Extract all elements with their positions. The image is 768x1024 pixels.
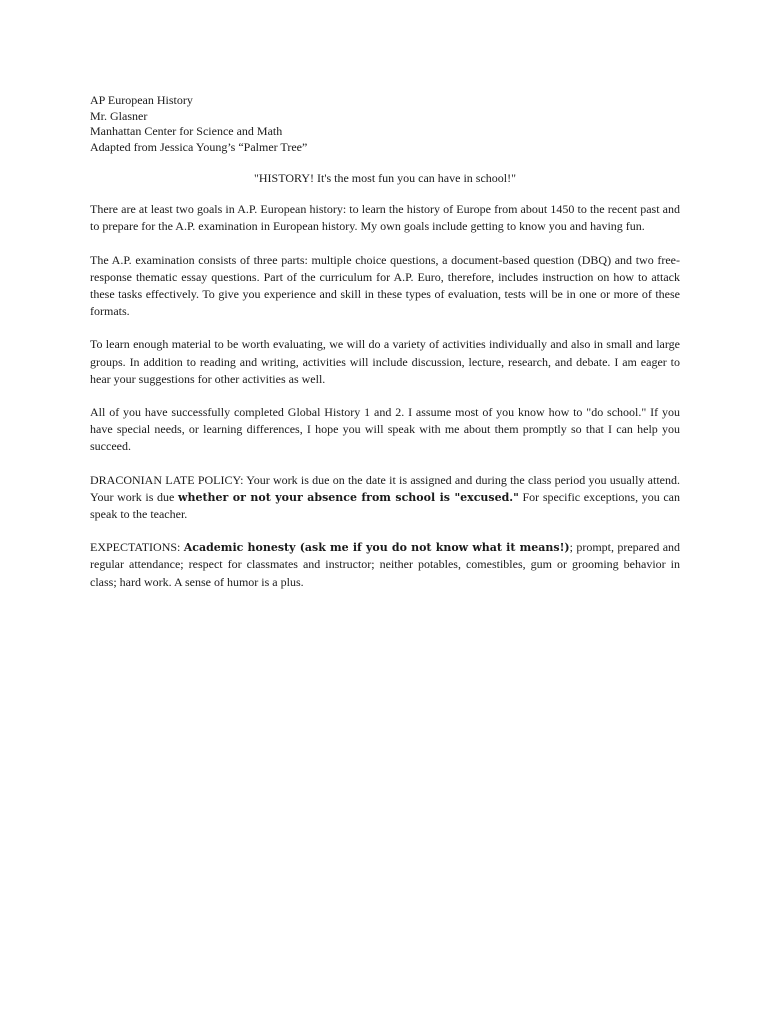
- late-policy-lead: DRACONIAN LATE POLICY: Your work is due on the date it is assigned and during the class period you usually attend. Your work is due: [90, 472, 680, 504]
- document-body: [90, 93, 680, 607]
- late-policy-emphasis: whether or not your absence from school is "excused.": [178, 490, 519, 504]
- expectations-paragraph: [90, 539, 680, 591]
- expectations-emphasis: Academic honesty (ask me if you do not know what it means!): [183, 541, 570, 555]
- goals-paragraph: There are at least two goals in A.P. European history: to learn the history of Europe from about 1450 to the recent past and to prepare for the A.P. examination in European history. My own goals include getting to know you and having fun.: [90, 202, 680, 234]
- exam-paragraph: The A.P. examination consists of three parts: multiple choice questions, a document-based question (DBQ) and two free-response thematic essay questions. Part of the curriculum for A.P. Euro, therefore, includes instruction on how to attack these tasks effectively. To give you experience and skill in these types of evaluation, tests will be in one or more of these formats.: [90, 252, 680, 319]
- adapted-credit: Adapted from Jessica Young’s “Palmer Tree”: [90, 139, 308, 154]
- school-name: Manhattan Center for Science and Math: [90, 124, 283, 138]
- expectations-lead: EXPECTATIONS:: [90, 540, 184, 555]
- course-title: AP European History: [90, 93, 193, 107]
- activities-paragraph: To learn enough material to be worth evaluating, we will do a variety of activities individually and also in small and large groups. In addition to reading and writing, activities will include discussion, lecture, research, and debate. I am eager to hear your suggestions for other activities as well.: [90, 337, 680, 386]
- late-policy-tail: For specific exceptions, you can speak to the teacher.: [90, 489, 681, 522]
- document-header: [90, 93, 680, 155]
- teacher-name: Mr. Glasner: [90, 108, 148, 123]
- expectations-tail: ; prompt, prepared and regular attendance; respect for classmates and instructor; neither potables, comestibles, gum or grooming behavior in class; hard work. A sense of humor is a plus.: [90, 540, 681, 589]
- motto: "HISTORY! It's the most fun you can have in school!": [253, 171, 517, 185]
- late-policy-paragraph: [90, 472, 680, 524]
- background-paragraph: All of you have successfully completed Global History 1 and 2. I assume most of you know how to "do school." If you have special needs, or learning differences, I hope you will speak with me about them promptly so that I can help you succeed.: [90, 405, 680, 454]
